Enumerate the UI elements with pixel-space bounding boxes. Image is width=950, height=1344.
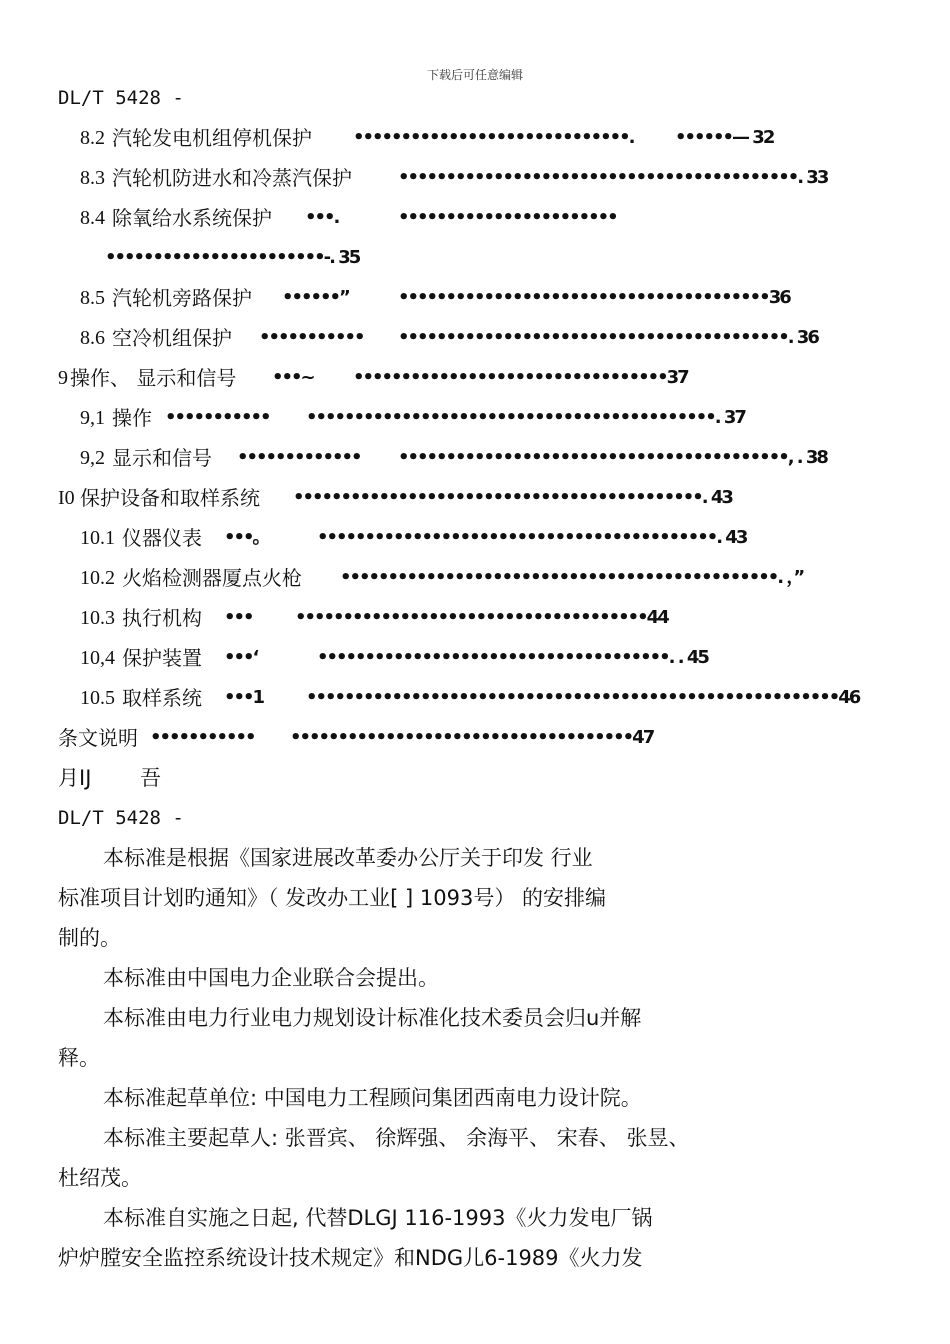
toc-entry[interactable] bbox=[0, 486, 950, 510]
toc-entry-title: 操作 bbox=[112, 406, 152, 430]
toc-entry-title: 操作、 显示和信号 bbox=[70, 366, 237, 390]
toc-leader-page: •••••••••••••••••••••••••••••••••••••44 bbox=[295, 607, 668, 628]
body-line: 本标准主要起草人: 张晋宾、 徐辉强、 余海平、 宋春、 张昱、 bbox=[103, 1126, 690, 1150]
toc-entry-number: 10.3 bbox=[80, 607, 115, 629]
toc-leader-page: ••••••— 32 bbox=[675, 127, 774, 148]
toc-entry[interactable] bbox=[0, 406, 950, 430]
toc-leader-page: ••••••••••••••••••••••••••••••••••••47 bbox=[290, 727, 654, 748]
toc-entry[interactable] bbox=[0, 126, 950, 150]
toc-leader-page: •••~ bbox=[272, 367, 314, 388]
toc-entry-number: 8.5 bbox=[80, 287, 105, 309]
toc-entry[interactable] bbox=[0, 646, 950, 670]
toc-entry-number: 10.1 bbox=[80, 527, 115, 549]
toc-entry-number: 10,4 bbox=[80, 647, 115, 669]
toc-entry-title: 显示和信号 bbox=[112, 446, 212, 470]
toc-leader-page: ••••••••••• bbox=[259, 327, 364, 348]
toc-entry[interactable] bbox=[0, 286, 950, 310]
section-heading: 月IJ 吾 bbox=[58, 766, 162, 790]
toc-leader-page: •••••••••••••••••••••••••••••••••••••••••, . 38 bbox=[398, 447, 827, 468]
toc-leader-page: •••••••••••••••••••••••••••••••••••••. . 45 bbox=[317, 647, 708, 668]
body-line: 标准项目计划旳通知》（ 发改办工业[ ] 1093号） 的安排编 bbox=[58, 886, 607, 910]
toc-leader-page: ••••••••••••••••••••••••••••••••••••••••••••••. ，” bbox=[340, 567, 804, 588]
toc-entry-title: 火焰检测器厦点火枪 bbox=[122, 566, 302, 590]
toc-leader-page: •••。 bbox=[224, 527, 269, 548]
toc-entry-title: 保护装置 bbox=[122, 646, 202, 670]
toc-leader-page: ••••••••••••••••••••••••••••••••••••••••••. 43 bbox=[317, 527, 747, 548]
page-header-note: 下载后可任意编辑 bbox=[426, 68, 523, 82]
toc-leader-page: ••••••••••• bbox=[165, 407, 270, 428]
toc-leader-page: ••••••••••••••••••••••••••••••••••••••••••. 33 bbox=[398, 167, 828, 188]
body-line: 本标准自实施之日起, 代替DLGJ 116-1993《火力发电厂锅 bbox=[103, 1206, 653, 1230]
toc-leader-page: ••• bbox=[224, 607, 253, 628]
toc-entry-title: 条文说明 bbox=[58, 726, 138, 750]
document-code: DL/T 5428 - bbox=[58, 87, 184, 109]
toc-leader-page: ••••••••••••••••••••••••••••••••••••••••••••••••••••••••46 bbox=[306, 687, 860, 708]
toc-leader-page: •••••••••••••••••••••••••••••••••••••••36 bbox=[398, 287, 790, 308]
toc-entry[interactable] bbox=[0, 366, 950, 390]
toc-entry[interactable] bbox=[0, 246, 950, 270]
toc-entry-number: 9,1 bbox=[80, 407, 105, 429]
toc-leader-page: ••••••••••• bbox=[150, 727, 255, 748]
toc-leader-page: •••••••••••••••••••••••••••••. bbox=[353, 127, 634, 148]
toc-leader-page: ••••••••••••• bbox=[237, 447, 361, 468]
toc-leader-page: •••••••••••••••••••••••••••••••••••••••••••. 37 bbox=[306, 407, 745, 428]
toc-entry-title: 汽轮机防进水和冷蒸汽保护 bbox=[112, 166, 352, 190]
toc-leader-page: ••••••••••••••••••••••• bbox=[398, 207, 617, 228]
toc-leader-page: •••••••••••••••••••••••••••••••••37 bbox=[353, 367, 688, 388]
document-code-repeat: DL/T 5428 - bbox=[58, 807, 184, 829]
toc-entry[interactable] bbox=[0, 726, 950, 750]
body-line: 释。 bbox=[58, 1046, 100, 1070]
toc-leader-page: •••••••••••••••••••••••••••••••••••••••••. 36 bbox=[398, 327, 818, 348]
toc-entry-title: 汽轮发电机组停机保护 bbox=[112, 126, 312, 150]
body-line: 本标准由中国电力企业联合会提出。 bbox=[103, 966, 439, 990]
toc-entry[interactable] bbox=[0, 166, 950, 190]
toc-leader-page: •••••••••••••••••••••••••••••••••••••••••••. 43 bbox=[293, 487, 732, 508]
toc-entry-number: 9,2 bbox=[80, 447, 105, 469]
toc-entry-title: 汽轮机旁路保护 bbox=[112, 286, 252, 310]
toc-entry[interactable] bbox=[0, 686, 950, 710]
toc-entry-title: 仪器仪表 bbox=[122, 526, 202, 550]
toc-entry-title: 空冷机组保护 bbox=[112, 326, 232, 350]
toc-entry[interactable] bbox=[0, 566, 950, 590]
toc-entry-number: 8.3 bbox=[80, 167, 105, 189]
toc-entry-number: 8.4 bbox=[80, 207, 105, 229]
toc-entry[interactable] bbox=[0, 326, 950, 350]
toc-entry[interactable] bbox=[0, 206, 950, 230]
toc-entry-title: 除氧给水系统保护 bbox=[112, 206, 272, 230]
toc-entry-title: 取样系统 bbox=[122, 686, 202, 710]
toc-entry[interactable] bbox=[0, 526, 950, 550]
toc-entry-title: 执行机构 bbox=[122, 606, 202, 630]
toc-entry-number: 8.2 bbox=[80, 127, 105, 149]
toc-entry[interactable] bbox=[0, 606, 950, 630]
toc-leader-page: •••. bbox=[305, 207, 339, 228]
toc-entry-number: 9 bbox=[58, 367, 68, 389]
toc-entry-number: 10.2 bbox=[80, 567, 115, 589]
toc-leader-page: •••‘ bbox=[224, 647, 258, 668]
toc-entry-title: 保护设备和取样系统 bbox=[80, 486, 260, 510]
toc-leader-page: ••••••” bbox=[282, 287, 349, 308]
body-line: 杜绍茂。 bbox=[58, 1166, 142, 1190]
body-line: 本标准是根据《国家进展改革委办公厅关于印发 行业 bbox=[103, 846, 593, 870]
body-line: 制的。 bbox=[58, 926, 121, 950]
toc-entry-number: 8.6 bbox=[80, 327, 105, 349]
body-line: 炉炉膛安全监控系统设计技术规定》和NDG儿6-1989《火力发 bbox=[58, 1246, 643, 1270]
body-line: 本标准由电力行业电力规划设计标准化技术委员会归u并解 bbox=[103, 1006, 642, 1030]
toc-leader-page: •••••••••••••••••••••••-. 35 bbox=[105, 247, 360, 268]
toc-leader-page: •••1 bbox=[224, 687, 264, 708]
body-line: 本标准起草单位: 中国电力工程顾问集团西南电力设计院。 bbox=[103, 1086, 642, 1110]
toc-entry-number: I0 bbox=[58, 487, 75, 509]
toc-entry-number: 10.5 bbox=[80, 687, 115, 709]
toc-entry[interactable] bbox=[0, 446, 950, 470]
